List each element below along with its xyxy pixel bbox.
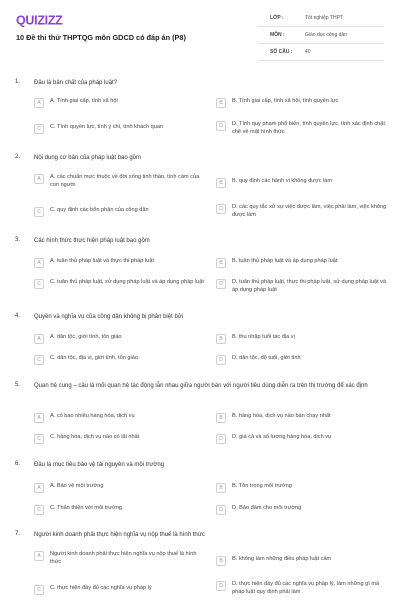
option-letter-badge: B bbox=[216, 483, 226, 493]
option-text: A. tuân thủ pháp luật và thực thi pháp luật bbox=[50, 258, 154, 264]
meta-row-subject bbox=[258, 27, 384, 44]
option-letter-badge: D bbox=[216, 121, 226, 131]
option-text: C. thực hiện đầy đủ các nghĩa vụ pháp lý bbox=[50, 585, 152, 591]
option-text: C. Thân thiện với môi trường bbox=[50, 505, 122, 511]
option-letter-badge: A bbox=[34, 413, 44, 423]
option-text: C. Tính quyền lực, tính ý chí, tính khách quan bbox=[50, 124, 164, 130]
option-letter-badge: D bbox=[216, 355, 226, 365]
option-text: C. hàng hóa, dịch vụ nào có lãi nhất bbox=[50, 434, 140, 440]
option-text: C. dân tộc, địa vị, giới tính, tôn giáo bbox=[50, 355, 138, 361]
option-letter-badge: B bbox=[216, 413, 226, 423]
option-letter-badge: A bbox=[34, 334, 44, 344]
option-c[interactable] bbox=[34, 124, 204, 134]
quizizz-logo-icon bbox=[16, 13, 66, 27]
option-letter-badge: D bbox=[216, 581, 226, 591]
option-text: B. quy định các hành vi không được làm bbox=[232, 178, 333, 184]
option-text: B. tuân thủ pháp luật và áp dụng pháp luật bbox=[232, 258, 338, 264]
question-number: 2. bbox=[15, 154, 21, 160]
option-text: C. tuân thủ pháp luật, sử dụng pháp luật và áp dụng pháp luật bbox=[50, 279, 204, 285]
option-letter-badge: C bbox=[34, 279, 44, 289]
option-letter-badge: B bbox=[216, 258, 226, 268]
option-text: D. dân tộc, độ tuổi, giới tính bbox=[232, 355, 301, 361]
option-text: B. thu nhập tuổi tác địa vị bbox=[232, 334, 295, 340]
option-d[interactable] bbox=[216, 505, 392, 515]
option-letter-badge: D bbox=[216, 434, 226, 444]
option-text: D. Bảo đảm cho môi trường bbox=[232, 505, 302, 511]
page-title: 10 Đề thi thử THPTQG môn GDCD có đáp án (P8) bbox=[16, 33, 186, 42]
option-text: D. giá cả và số lượng hàng hóa, dịch vụ bbox=[232, 434, 332, 440]
option-letter-badge: C bbox=[34, 207, 44, 217]
option-a[interactable] bbox=[34, 98, 204, 108]
option-letter-badge: D bbox=[216, 204, 226, 214]
option-c[interactable] bbox=[34, 279, 204, 289]
option-c[interactable] bbox=[34, 207, 204, 217]
option-text: Người kinh doanh phải thực hiện nghĩa vụ nộp thuế là hình thức bbox=[50, 551, 197, 565]
option-text: A. có bao nhiêu hàng hóa, dịch vụ bbox=[50, 413, 135, 419]
option-text: D. tuân thủ pháp luật, thực thi pháp luật, sử dụng pháp luật và áp dụng pháp luật bbox=[232, 279, 386, 293]
option-a[interactable] bbox=[34, 413, 204, 423]
option-letter-badge: C bbox=[34, 505, 44, 515]
meta-key: SỐ CÂU : bbox=[270, 49, 293, 55]
question-text: Đâu là mục tiêu bảo vệ tài nguyên và môi trường bbox=[34, 462, 165, 468]
option-text: B. Tôn trọng môi trường bbox=[232, 483, 292, 489]
option-text: B. Tính giai cấp, tính xã hội, tính quyền lực bbox=[232, 98, 339, 104]
option-c[interactable] bbox=[34, 434, 204, 444]
option-a[interactable] bbox=[34, 174, 204, 189]
svg-text:QUIZIZZ: QUIZIZZ bbox=[16, 13, 63, 27]
option-d[interactable] bbox=[216, 581, 392, 596]
question-number: 1. bbox=[15, 79, 21, 85]
option-letter-badge: C bbox=[34, 124, 44, 134]
option-b[interactable] bbox=[216, 334, 392, 344]
option-letter-badge: A bbox=[34, 551, 44, 561]
question-number: 4. bbox=[15, 313, 21, 319]
question-number: 5. bbox=[15, 382, 21, 388]
option-letter-badge: A bbox=[34, 98, 44, 108]
option-d[interactable] bbox=[216, 434, 392, 444]
option-a[interactable] bbox=[34, 551, 204, 566]
question-text: Nội dung cơ bản của pháp luật bao gồm bbox=[34, 155, 142, 161]
option-letter-badge: C bbox=[34, 585, 44, 595]
option-letter-badge: B bbox=[216, 178, 226, 188]
option-letter-badge: D bbox=[216, 505, 226, 515]
option-a[interactable] bbox=[34, 334, 204, 344]
quizizz-logo bbox=[16, 13, 66, 27]
option-b[interactable] bbox=[216, 556, 392, 566]
option-c[interactable] bbox=[34, 585, 204, 595]
option-b[interactable] bbox=[216, 98, 392, 108]
option-a[interactable] bbox=[34, 483, 204, 493]
option-letter-badge: B bbox=[216, 334, 226, 344]
option-letter-badge: A bbox=[34, 174, 44, 184]
option-d[interactable] bbox=[216, 279, 392, 294]
option-text: A. Bảo vệ môi trường bbox=[50, 483, 104, 489]
option-b[interactable] bbox=[216, 413, 392, 423]
meta-key: LỚP : bbox=[270, 15, 284, 21]
option-c[interactable] bbox=[34, 355, 204, 365]
question-text: Quyền và nghĩa vụ của công dân không bị phân biệt bởi bbox=[34, 314, 184, 320]
option-a[interactable] bbox=[34, 258, 204, 268]
option-text: B. hàng hóa, dịch vụ nào bán chạy nhất bbox=[232, 413, 331, 419]
option-text: B. không làm những điều pháp luật cấm bbox=[232, 556, 332, 562]
meta-key: MÔN : bbox=[270, 32, 285, 38]
option-b[interactable] bbox=[216, 483, 392, 493]
option-text: C. quy định các bổn phận của công dân bbox=[50, 207, 149, 213]
question-text: Quan hệ cung – cầu là mối quan hệ tác động lẫn nhau giữa người bán với người tiêu dùng diễn ra trên thị trường để xác định bbox=[34, 383, 368, 389]
meta-value: 40 bbox=[305, 49, 311, 55]
option-c[interactable] bbox=[34, 505, 204, 515]
option-text: A. dân tộc, giới tính, tôn giáo bbox=[50, 334, 122, 340]
question-number: 6. bbox=[15, 461, 21, 467]
option-letter-badge: B bbox=[216, 98, 226, 108]
question-text: Người kinh doanh phải thực hiện nghĩa vụ nộp thuế là hình thức bbox=[34, 532, 205, 538]
option-letter-badge: A bbox=[34, 258, 44, 268]
option-b[interactable] bbox=[216, 178, 392, 188]
option-letter-badge: D bbox=[216, 279, 226, 289]
option-text: A. Tính giai cấp, tính xã hội bbox=[50, 98, 118, 104]
option-text: D. các quy tắc xử sự việc được làm, việc phải làm, việc không được làm bbox=[232, 204, 387, 218]
meta-value: Giáo dục công dân bbox=[305, 32, 347, 38]
option-d[interactable] bbox=[216, 355, 392, 365]
question-number: 3. bbox=[15, 237, 21, 243]
meta-value: Tốt nghiệp THPT bbox=[305, 15, 343, 21]
option-letter-badge: B bbox=[216, 556, 226, 566]
option-text: A. các chuẩn mực thuộc về đời sống tinh thần, tình cảm của con người bbox=[50, 174, 200, 188]
quiz-meta-table bbox=[258, 10, 384, 61]
option-letter-badge: A bbox=[34, 483, 44, 493]
option-d[interactable] bbox=[216, 121, 392, 136]
question-text: Các hình thức thực hiện pháp luật bao gồm bbox=[34, 238, 150, 244]
option-letter-badge: C bbox=[34, 355, 44, 365]
option-text: D. thực hiện đầy đủ các nghĩa vụ pháp lý, làm những gì mà pháp luật quy định phải làm bbox=[232, 581, 380, 595]
question-text: Đâu là bản chất của pháp luật? bbox=[34, 80, 118, 86]
meta-row-count bbox=[258, 44, 384, 61]
option-text: D. Tính quy phạm phổ biến, tính quyền lực, tính xác định chặt chẽ về mặt hình thức bbox=[232, 121, 385, 135]
option-letter-badge: C bbox=[34, 434, 44, 444]
question-number: 7. bbox=[15, 531, 21, 537]
meta-row-class bbox=[258, 10, 384, 27]
option-b[interactable] bbox=[216, 258, 392, 268]
option-d[interactable] bbox=[216, 204, 392, 219]
